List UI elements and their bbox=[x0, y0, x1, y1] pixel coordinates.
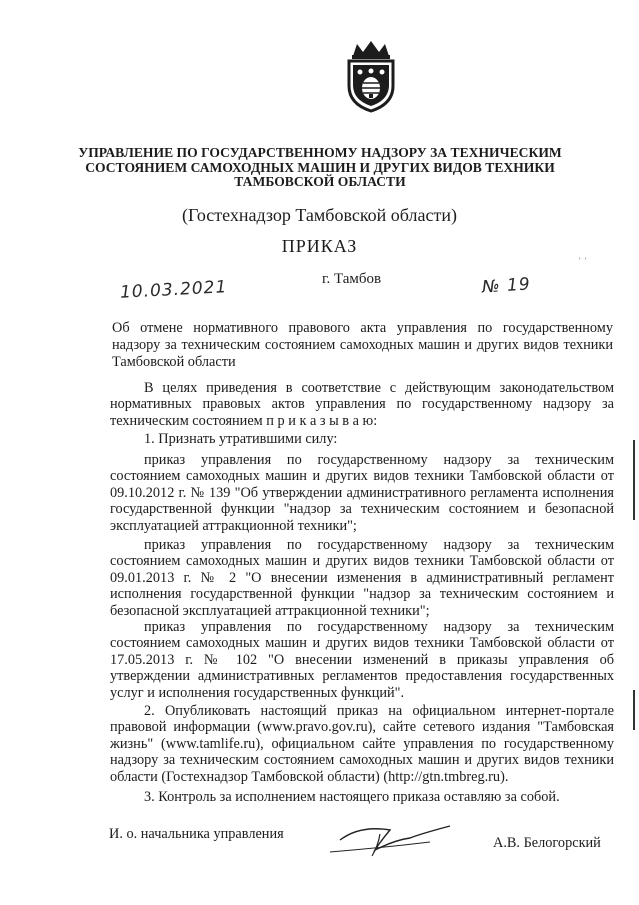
intro-paragraph: В целях приведения в соответствие с действующим законодательством нормативных правовых актов управления по государственному надзору за техническим состоянием п р и к а з ы в а ю: bbox=[110, 380, 614, 429]
agency-name: УПРАВЛЕНИЕ ПО ГОСУДАРСТВЕННОМУ НАДЗОРУ ЗА ТЕХНИЧЕСКИМ СОСТОЯНИЕМ САМОХОДНЫХ МАШИН И ДРУГИХ ВИДОВ ТЕХНИКИ ТАМБОВСКОЙ ОБЛАСТИ bbox=[78, 145, 562, 190]
signatory-name: А.В. Белогорский bbox=[493, 835, 601, 851]
item-3-paragraph: 3. Контроль за исполнением настоящего приказа оставляю за собой. bbox=[144, 789, 560, 805]
agency-short-name: (Гостехнадзор Тамбовской области) bbox=[182, 205, 457, 225]
handwritten-signature bbox=[320, 820, 470, 862]
city: г. Тамбов bbox=[322, 271, 382, 287]
repealed-order-1: приказ управления по государственному надзору за техническим состоянием самоходных машин и других видов техники Тамбовской области от 09.10.2012 г. № 139 "Об утверждении административного регламента исполнения государственной функции "надзор за техническим состоянием и безопасной эксплуатацией аттракционной техники"; bbox=[110, 452, 614, 534]
scan-mark: ˒ ˓ bbox=[578, 252, 588, 263]
item-1-title: 1. Признать утратившими силу: bbox=[144, 431, 338, 447]
scan-edge-line bbox=[633, 690, 635, 730]
document-type: ПРИКАЗ bbox=[281, 236, 358, 256]
handwritten-number: № 19 bbox=[481, 274, 532, 298]
item-2-paragraph: 2. Опубликовать настоящий приказ на официальном интернет-портале правовой информации (www.pravo.gov.ru), сайте сетевого издания "Тамбовская жизнь" (www.tamlife.ru), официальном сайте управления по государственному надзору за техническим состоянием самоходных машин и других видов техники области (Гостехнадзор Тамбовской области) (http://gtn.tmbreg.ru). bbox=[110, 703, 614, 785]
coat-of-arms-icon bbox=[339, 38, 403, 114]
document-subject: Об отмене нормативного правового акта управления по государственному надзору за техническим состоянием самоходных машин и других видов техники Тамбовской области bbox=[112, 320, 613, 370]
scan-edge-line bbox=[633, 440, 635, 520]
repealed-order-3: приказ управления по государственному надзору за техническим состоянием самоходных машин и других видов техники Тамбовской области от 17.05.2013 г. № 102 "О внесении изменений в приказы управления об утверждении административных регламентов предоставления государственных услуг и исполнения государственных функций". bbox=[110, 619, 614, 701]
repealed-order-2: приказ управления по государственному надзору за техническим состоянием самоходных машин и других видов техники Тамбовской области от 09.01.2013 г. № 2 "О внесении изменения в административный регламент исполнения государственной функции "надзор за техническим состоянием и безопасной эксплуатацией аттракционной техники"; bbox=[110, 537, 614, 619]
signatory-title: И. о. начальника управления bbox=[109, 826, 284, 842]
handwritten-date: 10.03.2021 bbox=[119, 277, 228, 303]
